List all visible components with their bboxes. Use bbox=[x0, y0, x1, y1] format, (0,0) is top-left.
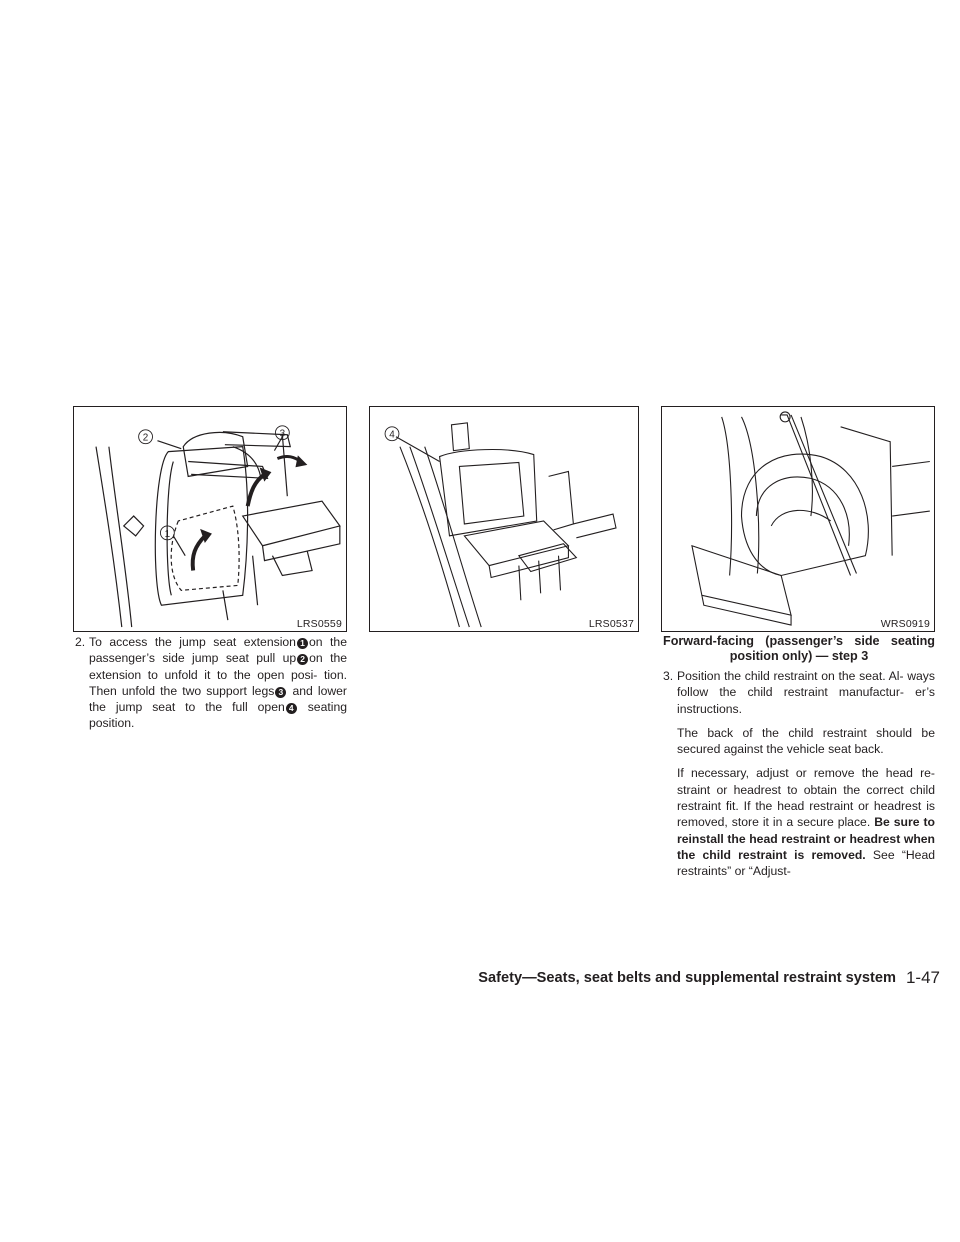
figure-code: LRS0537 bbox=[588, 618, 634, 630]
figure-code: LRS0559 bbox=[296, 618, 342, 630]
paragraph bbox=[677, 765, 935, 879]
seat-open-illustration bbox=[370, 407, 638, 631]
step-number: 3. bbox=[663, 669, 674, 683]
step-text: seating position. bbox=[89, 700, 348, 731]
step-text: on the extension to unfold it to the open posi- tion. Then unfold the two support legs bbox=[89, 651, 348, 698]
paragraph-text: If necessary, adjust or remove the head re- straint or headrest to obtain the correct child restraint fit. If the head restraint or headrest is removed, store it in a secure place. bbox=[677, 766, 935, 830]
right-column bbox=[663, 634, 935, 888]
callout-2: 2 bbox=[142, 432, 149, 444]
page-footer bbox=[480, 970, 940, 996]
footer-title: Safety—Seats, seat belts and supplemental restraint system bbox=[478, 970, 896, 986]
section-heading: Forward-facing (passenger’s side seating position only) — step 3 bbox=[663, 634, 935, 663]
marker-3: 3 bbox=[275, 687, 286, 698]
figure-code: WRS0919 bbox=[880, 618, 930, 630]
paragraph-text: See “Head restraints” or “Adjust- bbox=[677, 847, 936, 879]
step-text: To access the jump seat extension bbox=[89, 635, 296, 649]
step-text: Position the child restraint on the seat. Al- ways follow the child restraint manufactur- er’s instructions. bbox=[677, 669, 935, 716]
figure-jump-seat-open bbox=[369, 406, 639, 632]
marker-2: 2 bbox=[297, 654, 308, 665]
step-text: and lower the jump seat to the full open bbox=[89, 683, 347, 715]
paragraph: The back of the child restraint should be secured against the vehicle seat back. bbox=[677, 725, 935, 757]
callout-4: 4 bbox=[389, 429, 395, 441]
paragraph-bold: Be sure to reinstall the head restraint or headrest when the child restraint is removed. bbox=[677, 815, 935, 862]
jump-seat-illustration bbox=[74, 407, 346, 631]
figure-forward-facing-child-restraint bbox=[661, 406, 935, 632]
left-column bbox=[75, 634, 347, 732]
figure-jump-seat-extension bbox=[73, 406, 347, 632]
step-2 bbox=[75, 634, 347, 732]
step-3 bbox=[663, 668, 935, 717]
callout-3: 3 bbox=[279, 428, 286, 440]
step-number: 2. bbox=[75, 635, 86, 649]
marker-1: 1 bbox=[297, 638, 308, 649]
step-text: on the passenger’s side jump seat pull up bbox=[89, 635, 347, 666]
child-restraint-illustration bbox=[662, 407, 934, 631]
marker-4: 4 bbox=[286, 703, 297, 714]
page-number: 1-47 bbox=[905, 968, 940, 987]
callout-1: 1 bbox=[164, 528, 171, 540]
